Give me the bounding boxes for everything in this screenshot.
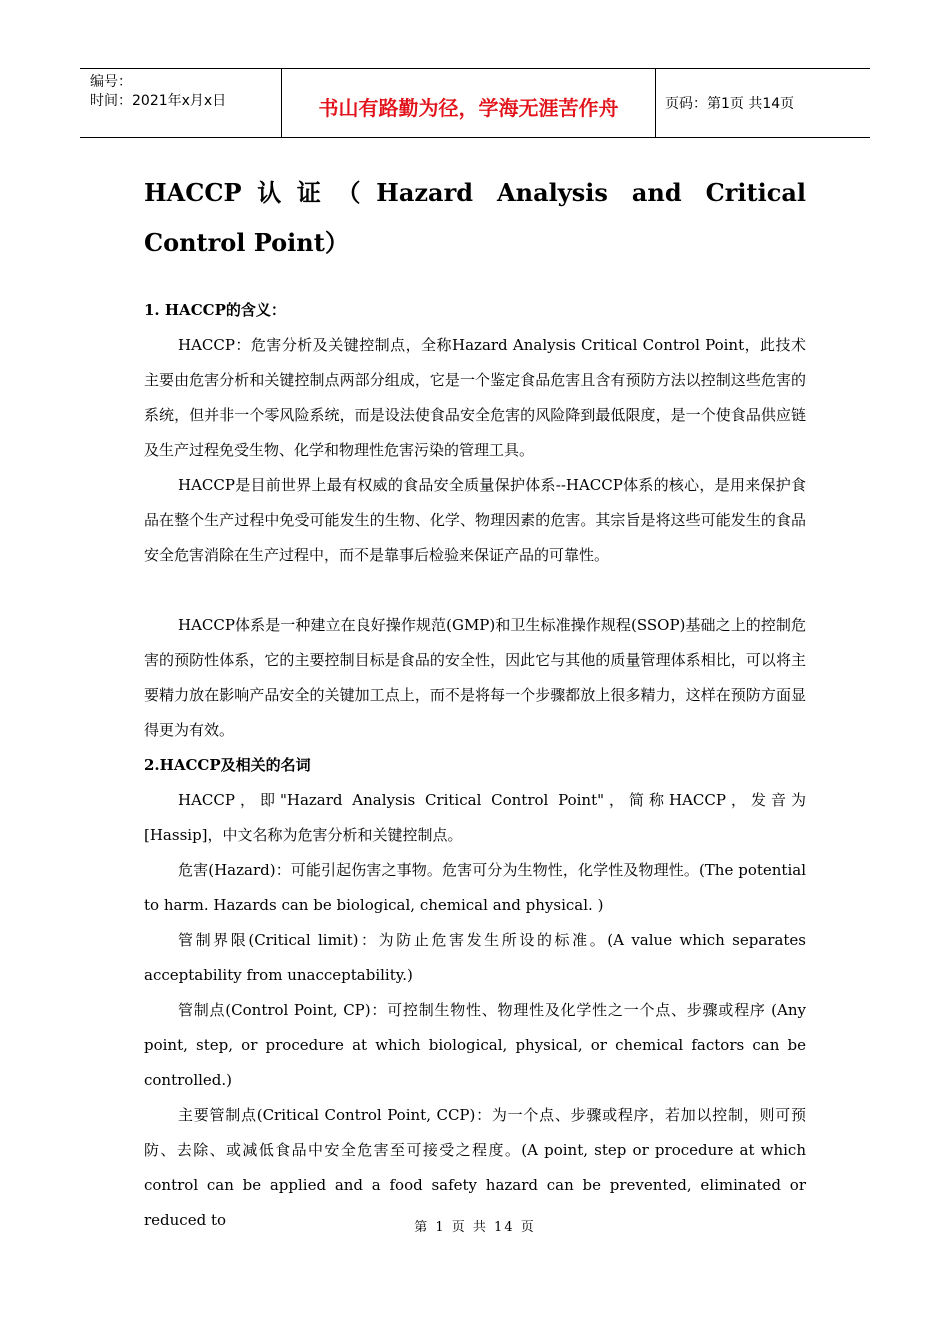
paragraph: 危害(Hazard)：可能引起伤害之事物。危害可分为生物性，化学性及物理性。(The potential to harm. Hazards can be biological, chemical and physical. ) (144, 861, 806, 914)
header-left-cell (80, 69, 280, 137)
header-center-cell (281, 69, 656, 137)
header-motto: 书山有路勤为径，学海无涯苦作舟 (318, 96, 619, 120)
section-1-heading: 1. HACCP的含义： (144, 301, 286, 319)
document-header (80, 68, 870, 138)
page-footer: 第 1 页 共 14 页 (414, 1220, 536, 1235)
paragraph: HACCP，即"Hazard Analysis Critical Control Point"，简称HACCP，发音为 [Hassip]，中文名称为危害分析和关键控制点。 (144, 791, 806, 844)
paragraph: HACCP体系是一种建立在良好操作规范(GMP)和卫生标准操作规程(SSOP)基础之上的控制危害的预防性体系，它的主要控制目标是食品的安全性，因此它与其他的质量管理体系相比，可以将主要精力放在影响产品安全的关键加工点上，而不是将每一个步骤都放上很多精力，这样在预防方面显得更为有效。 (144, 616, 806, 739)
paragraph: 主要管制点(Critical Control Point, CCP)：为一个点、步骤或程序，若加以控制，则可预防、去除、或减低食品中安全危害至可接受之程度。(A point, step or procedure at which control can be applied and a food safety hazard can be prevented, eliminated or reduced to (144, 1106, 806, 1229)
document-number-label: 编号： (90, 74, 132, 90)
paragraph: HACCP：危害分析及关键控制点，全称Hazard Analysis Critical Control Point，此技术主要由危害分析和关键控制点两部分组成，它是一个鉴定食品危害且含有预防方法以控制这些危害的系统，但并非一个零风险系统，而是设法使食品安全危害的风险降到最低限度，是一个使食品供应链及生产过程免受生物、化学和物理性危害污染的管理工具。 (144, 336, 806, 459)
paragraph: 管制点(Control Point, CP)：可控制生物性、物理性及化学性之一个点、步骤或程序 (Any point, step, or procedure at which biological, physical, or chemical factors can be controlled.) (144, 1001, 806, 1089)
blank-line (144, 573, 806, 608)
document-body (144, 293, 806, 1238)
header-right-cell (655, 69, 870, 137)
document-time-label: 时间：2021年x月x日 (90, 93, 227, 109)
paragraph: HACCP是目前世界上最有权威的食品安全质量保护体系--HACCP体系的核心，是用来保护食品在整个生产过程中免受可能发生的生物、化学、物理因素的危害。其宗旨是将这些可能发生的食品安全危害消除在生产过程中，而不是靠事后检验来保证产品的可靠性。 (144, 476, 806, 564)
document-title: HACCP认证（Hazard Analysis and Critical Control Point） (144, 178, 806, 257)
section-2-heading: 2.HACCP及相关的名词 (144, 756, 311, 774)
page-info: 页码：第1页 共14页 (665, 96, 795, 112)
paragraph: 管制界限(Critical limit)：为防止危害发生所设的标准。(A value which separates acceptability from unacceptability.) (144, 931, 806, 984)
